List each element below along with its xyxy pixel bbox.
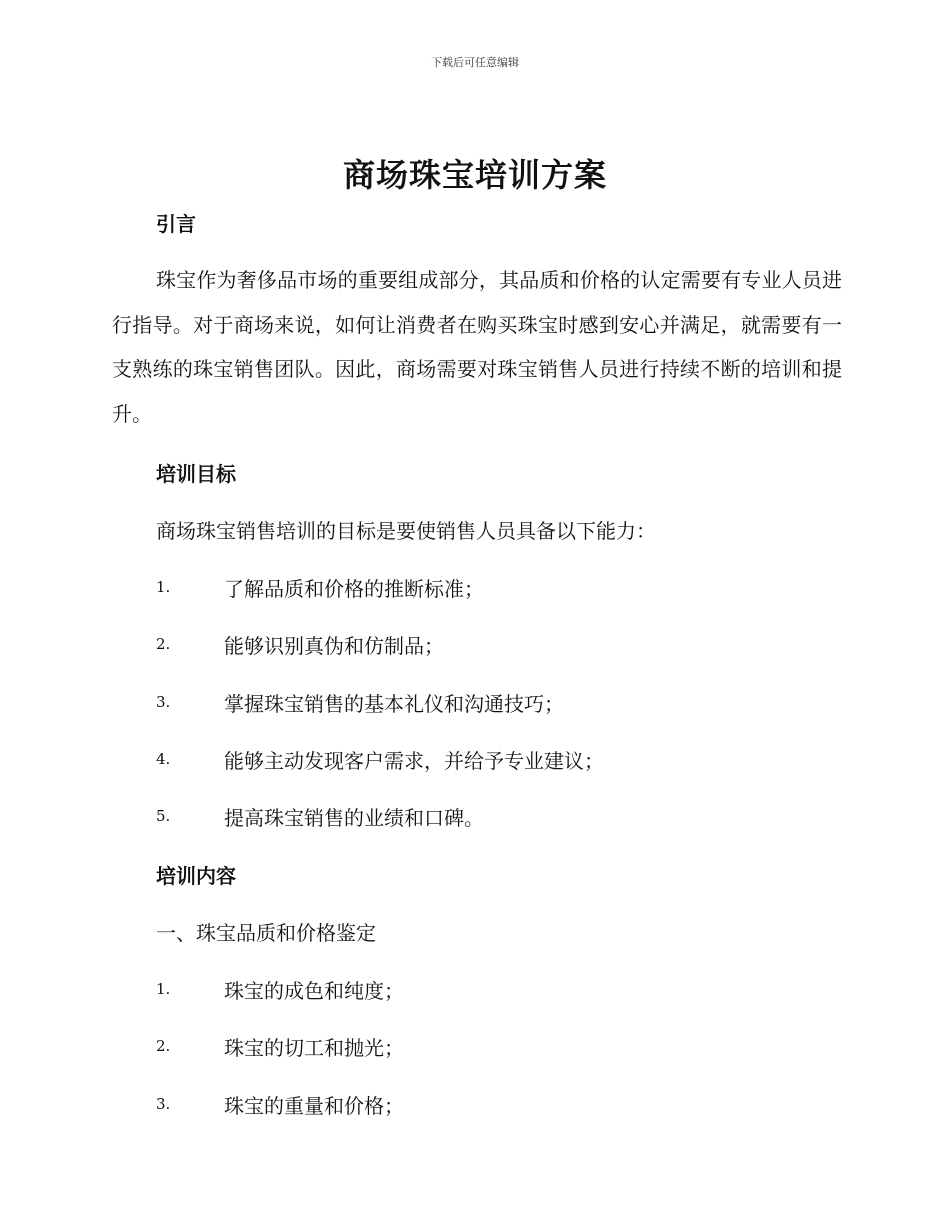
list-item: 珠宝的切工和抛光； [224,1036,404,1060]
page-header-note: 下载后可任意编辑 [431,56,519,69]
list-item-number: 3. [156,693,171,711]
list-item: 能够主动发现客户需求，并给予专业建议； [224,749,604,773]
goals-lead: 商场珠宝销售培训的目标是要使销售人员具备以下能力： [156,519,656,543]
list-item-number: 5. [156,807,171,825]
intro-heading: 引言 [156,212,196,236]
content-section-title: 一、珠宝品质和价格鉴定 [156,921,376,945]
intro-paragraph: 珠宝作为奢侈品市场的重要组成部分，其品质和价格的认定需要有专业人员进行指导。对于商场来说，如何让消费者在购买珠宝时感到安心并满足，就需要有一支熟练的珠宝销售团队。因此，商场需要对珠宝销售人员进行持续不断的培训和提升。 [112,268,842,427]
list-item: 能够识别真伪和仿制品； [224,634,444,658]
list-item: 掌握珠宝销售的基本礼仪和沟通技巧； [224,692,564,716]
document-title: 商场珠宝培训方案 [342,156,607,194]
list-item: 珠宝的成色和纯度； [224,979,404,1003]
list-item: 提高珠宝销售的业绩和口碑。 [224,806,484,830]
list-item-number: 3. [156,1095,171,1113]
list-item: 珠宝的重量和价格； [224,1094,404,1118]
list-item-number: 2. [156,635,171,653]
list-item-number: 1. [156,980,171,998]
list-item-number: 2. [156,1037,171,1055]
list-item: 了解品质和价格的推断标准； [224,577,484,601]
goals-heading: 培训目标 [156,462,236,486]
list-item-number: 4. [156,750,171,768]
list-item-number: 1. [156,578,171,596]
content-heading: 培训内容 [156,864,236,888]
